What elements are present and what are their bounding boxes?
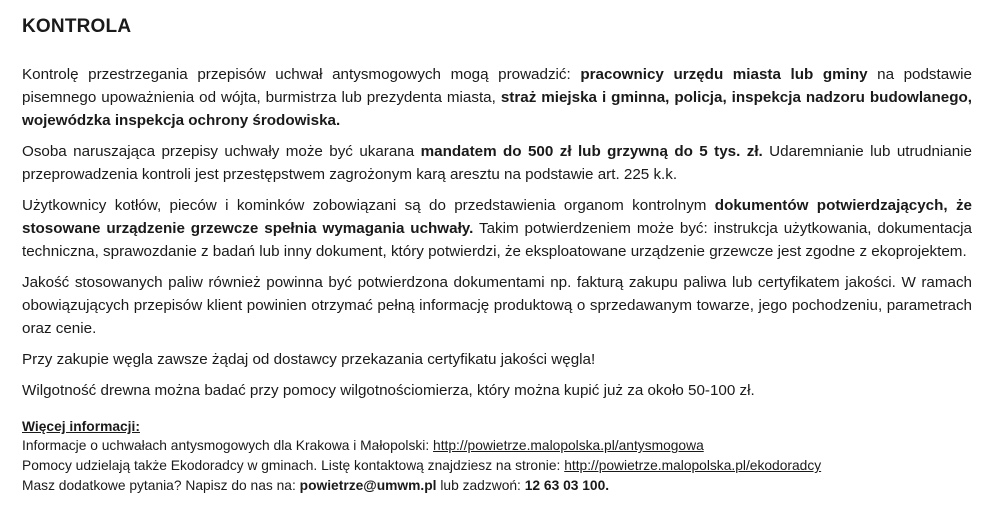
p3-text-2: Takim potwierdzeniem może być: instrukcja użytkowania, dokumentacja techniczna, sprawozdanie z badań lub inny dokument, który potwierdzi, że eksploatowane urządzenie grzewcze jest zgodne z ekoprojektem. bbox=[22, 220, 972, 260]
paragraph-inspection-authorities bbox=[22, 63, 972, 132]
p3-bold-1: dokumentów potwierdzających, że stosowane urządzenie grzewcze spełnia wymagania uchwały. bbox=[22, 197, 972, 237]
p2-text-2: Udaremnianie lub utrudnianie przeprowadzenia kontroli jest przestępstwem zagrożonym karą aresztu na podstawie art. 225 k.k. bbox=[22, 143, 972, 183]
more-info-heading: Więcej informacji: bbox=[22, 419, 140, 434]
paragraph-wood-moisture: Wilgotność drewna można badać przy pomocy wilgotnościomierza, który można kupić już za około 50-100 zł. bbox=[22, 382, 755, 399]
more-info-line-regulations bbox=[22, 436, 972, 456]
paragraph-required-documents bbox=[22, 194, 972, 263]
more-info-line-ekodoradcy bbox=[22, 456, 972, 476]
contact-email: powietrze@umwm.pl bbox=[299, 478, 437, 493]
more-info-line-contact bbox=[22, 476, 972, 496]
more-info-line3-text-2: lub zadzwoń: bbox=[436, 478, 525, 493]
more-info-line3-text-1: Masz dodatkowe pytania? Napisz do nas na: bbox=[22, 478, 300, 493]
antysmogowa-link[interactable]: http://powietrze.malopolska.pl/antysmogowa bbox=[433, 438, 704, 453]
paragraph-penalties bbox=[22, 140, 972, 186]
paragraph-fuel-quality: Jakość stosowanych paliw również powinna być potwierdzona dokumentami np. fakturą zakupu paliwa lub certyfikatem jakości. W ramach obowiązujących przepisów klient powinien otrzymać pełną informację produktową o sprzedawanym towarze, jego pochodzeniu, parametrach oraz cenie. bbox=[22, 274, 972, 337]
p2-bold-1: mandatem do 500 zł lub grzywną do 5 tys. zł. bbox=[420, 143, 763, 160]
more-info-section bbox=[22, 417, 972, 496]
contact-phone: 12 63 03 100. bbox=[524, 478, 610, 493]
document-page bbox=[22, 14, 972, 496]
paragraph-coal-certificate: Przy zakupie węgla zawsze żądaj od dostawcy przekazania certyfikatu jakości węgla! bbox=[22, 351, 596, 368]
p1-bold-1: pracownicy urzędu miasta lub gminy bbox=[580, 66, 868, 83]
more-info-line1-text: Informacje o uchwałach antysmogowych dla Krakowa i Małopolski: bbox=[22, 438, 434, 453]
page-title: KONTROLA bbox=[22, 16, 132, 37]
p1-bold-2: straż miejska i gminna, policja, inspekcja nadzoru budowlanego, wojewódzka inspekcja ochrony środowiska. bbox=[22, 89, 972, 129]
p3-text-1: Użytkownicy kotłów, pieców i kominków zobowiązani są do przedstawienia organom kontrolnym bbox=[22, 197, 715, 214]
p1-text-1: Kontrolę przestrzegania przepisów uchwał antysmogowych mogą prowadzić: bbox=[22, 66, 581, 83]
p2-text-1: Osoba naruszająca przepisy uchwały może być ukarana bbox=[22, 143, 421, 160]
p1-text-2: na podstawie pisemnego upoważnienia od wójta, burmistrza lub prezydenta miasta, bbox=[22, 66, 972, 106]
more-info-line2-text: Pomocy udzielają także Ekodoradcy w gminach. Listę kontaktową znajdziesz na stronie: bbox=[22, 458, 565, 473]
ekodoradcy-link[interactable]: http://powietrze.malopolska.pl/ekodoradcy bbox=[564, 458, 822, 473]
